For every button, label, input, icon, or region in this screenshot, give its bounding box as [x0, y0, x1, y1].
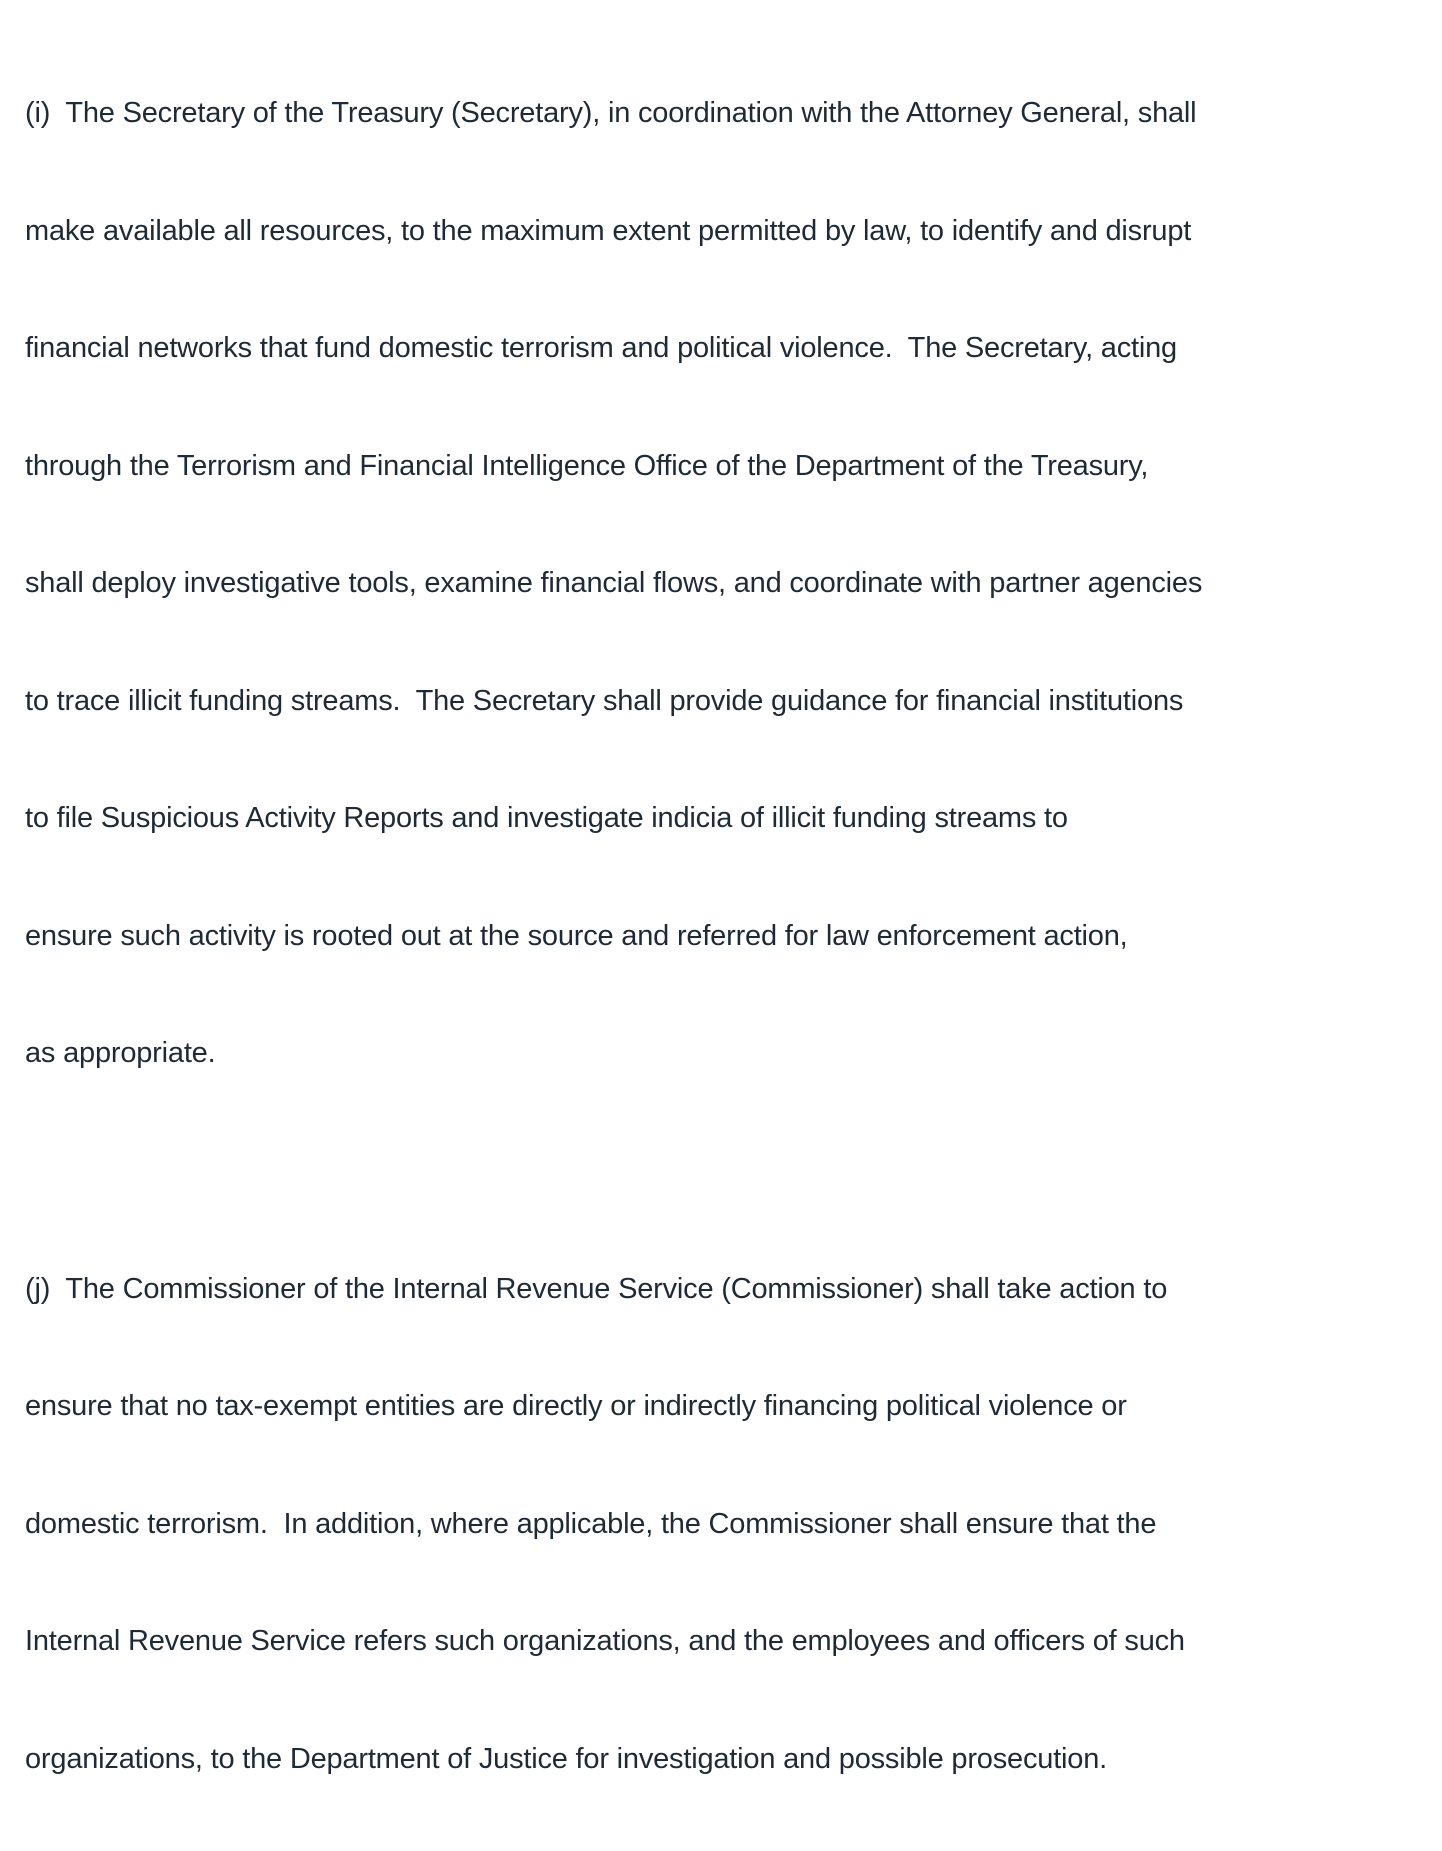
paragraph-j [25, 1198, 1442, 1851]
paragraph-line: domestic terrorism. In addition, where applicable, the Commissioner shall ensure that the [25, 1499, 1442, 1551]
paragraph-line: to file Suspicious Activity Reports and investigate indicia of illicit funding streams to [25, 793, 1442, 845]
paragraph-line: organizations, to the Department of Justice for investigation and possible prosecution. [25, 1734, 1442, 1786]
paragraph-line: ensure that no tax-exempt entities are directly or indirectly financing political violence or [25, 1381, 1442, 1433]
paragraph-line: make available all resources, to the maximum extent permitted by law, to identify and disrupt [25, 206, 1442, 258]
paragraph-line: as appropriate. [25, 1028, 1442, 1080]
paragraph-line: to trace illicit funding streams. The Secretary shall provide guidance for financial institutions [25, 676, 1442, 728]
paragraph-line: ensure such activity is rooted out at the source and referred for law enforcement action, [25, 911, 1442, 963]
paragraph-line: through the Terrorism and Financial Intelligence Office of the Department of the Treasury, [25, 441, 1442, 493]
paragraph-line: financial networks that fund domestic terrorism and political violence. The Secretary, acting [25, 323, 1442, 375]
paragraph-spacer [25, 1146, 1442, 1198]
paragraph-line: (j) The Commissioner of the Internal Revenue Service (Commissioner) shall take action to [25, 1264, 1442, 1316]
paragraph-line: Internal Revenue Service refers such organizations, and the employees and officers of such [25, 1616, 1442, 1668]
paragraph-i [25, 22, 1442, 1146]
paragraph-line: (i) The Secretary of the Treasury (Secretary), in coordination with the Attorney General, shall [25, 88, 1442, 140]
paragraph-line: shall deploy investigative tools, examine financial flows, and coordinate with partner agencies [25, 558, 1442, 610]
